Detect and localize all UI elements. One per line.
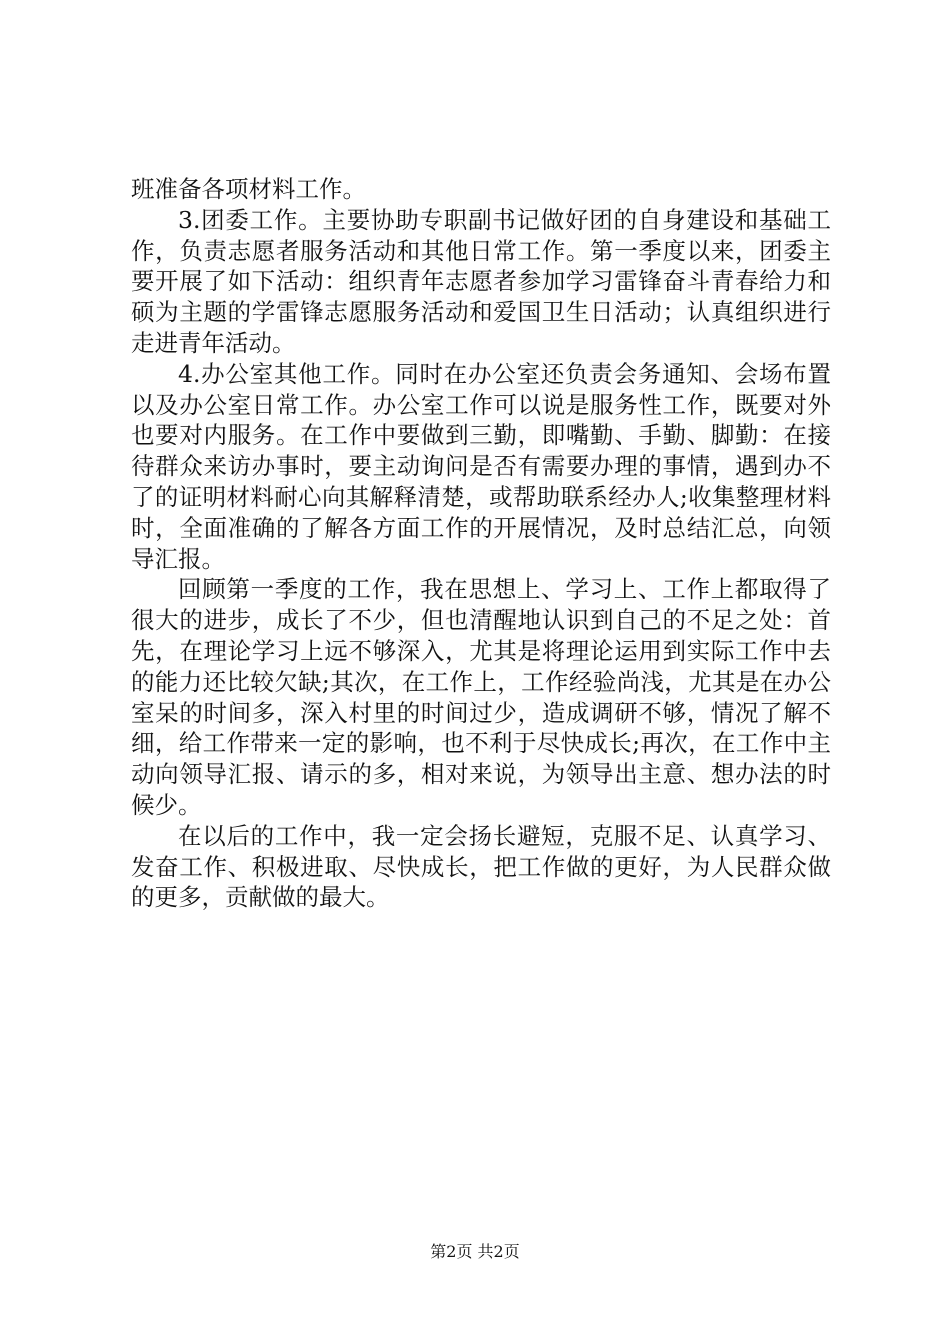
document-body [131,174,831,913]
page-number: 第2页 [430,1242,473,1261]
page-footer [0,1242,950,1262]
page-total: 共2页 [477,1242,520,1261]
paragraph-youth-league-work: 3.团委工作。主要协助专职副书记做好团的自身建设和基础工作，负责志愿者服务活动和其他日常工作。第一季度以来，团委主要开展了如下活动：组织青年志愿者参加学习雷锋奋斗青春给力和硕为主题的学雷锋志愿服务活动和爱国卫生日活动；认真组织进行走进青年活动。 [131,205,831,357]
paragraph-office-other-work: 4.办公室其他工作。同时在办公室还负责会务通知、会场布置以及办公室日常工作。办公室工作可以说是服务性工作，既要对外也要对内服务。在工作中要做到三勤，即嘴勤、手勤、脚勤：在接待群众来访办事时，要主动询问是否有需要办理的事情，遇到办不了的证明材料耐心向其解释清楚，或帮助联系经办人;收集整理材料时，全面准确的了解各方面工作的开展情况，及时总结汇总，向领导汇报。 [131,359,831,573]
paragraph-continuation: 班准备各项材料工作。 [131,175,366,203]
paragraph-quarter-review: 回顾第一季度的工作，我在思想上、学习上、工作上都取得了很大的进步，成长了不少，但也清醒地认识到自己的不足之处：首先，在理论学习上远不够深入，尤其是将理论运用到实际工作中去的能力还比较欠缺;其次，在工作上，工作经验尚浅，尤其是在办公室呆的时间多，深入村里的时间过少，造成调研不够，情况了解不细，给工作带来一定的影响，也不利于尽快成长;再次，在工作中主动向领导汇报、请示的多，相对来说，为领导出主意、想办法的时候少。 [131,575,831,819]
paragraph-future-plan: 在以后的工作中，我一定会扬长避短，克服不足、认真学习、发奋工作、积极进取、尽快成长，把工作做的更好，为人民群众做的更多，贡献做的最大。 [131,821,831,912]
